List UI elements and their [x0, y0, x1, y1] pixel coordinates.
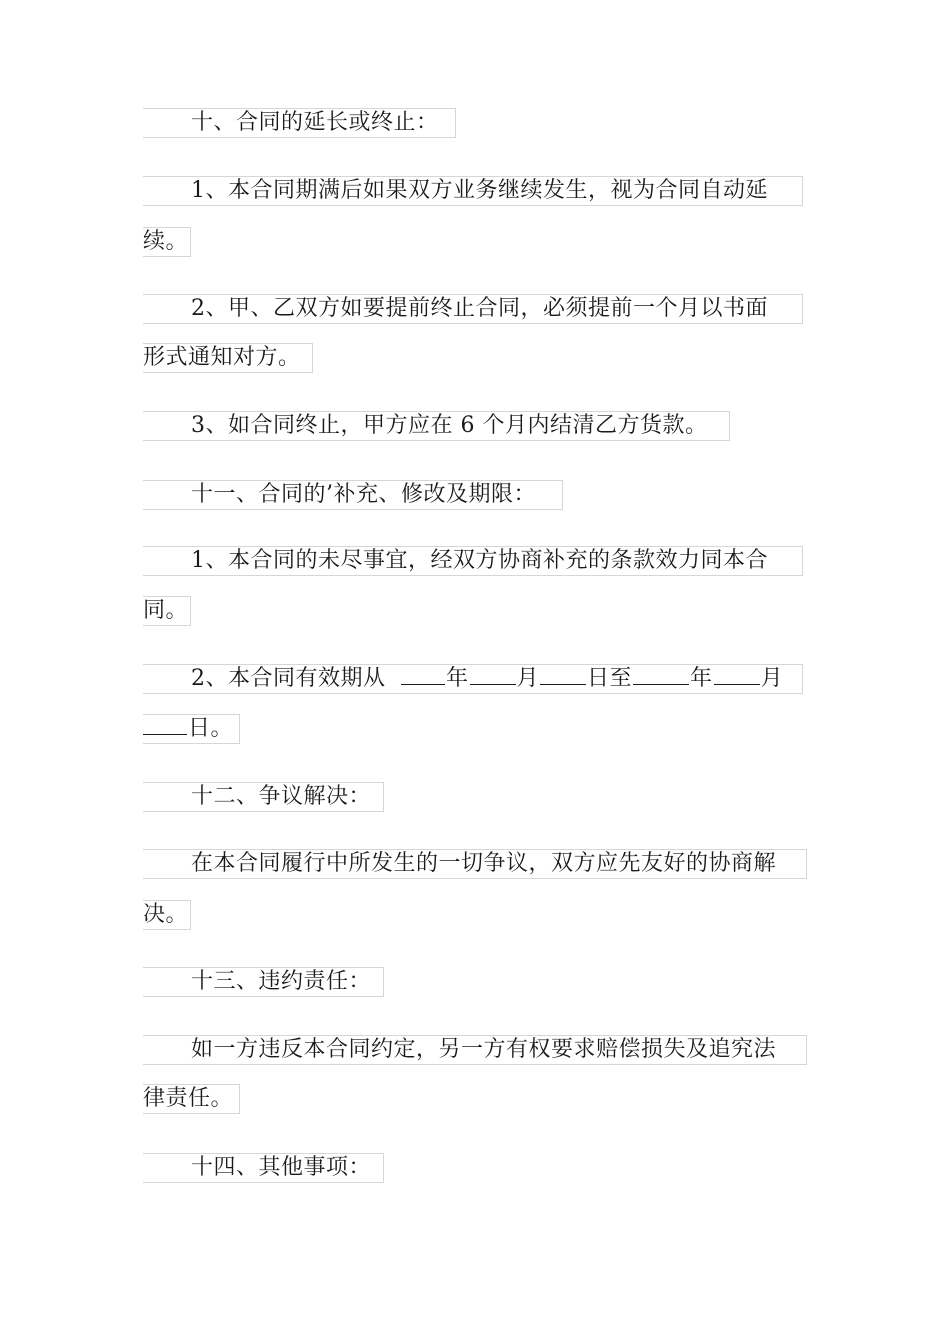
clause-text: 律责任。 — [143, 1086, 234, 1111]
unit-day-to: 日至 — [587, 666, 633, 691]
clause-10-2-line-2 — [143, 343, 313, 373]
clause-text: 1、本合同的未尽事宜，经双方协商补充的条款效力同本合 — [191, 548, 768, 573]
unit-year: 年 — [446, 666, 469, 691]
clause-text: 2、甲、乙双方如要提前终止合同，必须提前一个月以书面 — [191, 296, 768, 321]
section-heading-13 — [143, 967, 384, 997]
heading-text: 十二、争议解决： — [191, 784, 372, 809]
heading-text: 十、合同的延长或终止： — [191, 110, 439, 135]
unit-month: 月 — [516, 666, 540, 691]
unit-day: 日。 — [188, 716, 234, 741]
clause-text: 如一方违反本合同约定，另一方有权要求赔偿损失及追究法 — [191, 1037, 777, 1062]
clause-text: 2、本合同有效期从 — [191, 666, 386, 691]
clause-13-line-1 — [143, 1035, 807, 1065]
heading-text: 十一、合同的’补充、修改及期限： — [191, 482, 536, 507]
clause-11-1-line-2 — [143, 596, 191, 626]
clause-10-2-line-1 — [143, 294, 803, 324]
clause-text: 在本合同履行中所发生的一切争议，双方应先友好的协商解 — [191, 851, 777, 876]
clause-13-line-2 — [143, 1084, 240, 1114]
blank-start-day[interactable] — [540, 664, 586, 685]
clause-text: 形式通知对方。 — [143, 345, 301, 370]
heading-text: 十三、违约责任： — [191, 969, 372, 994]
section-heading-11 — [143, 480, 563, 510]
clause-11-2-line-2 — [143, 714, 240, 744]
section-heading-14 — [143, 1153, 384, 1183]
unit-year: 年 — [690, 666, 713, 691]
clause-11-1-line-1 — [143, 546, 803, 576]
heading-text: 十四、其他事项： — [191, 1155, 372, 1180]
clause-text: 同。 — [143, 598, 189, 623]
unit-month: 月 — [760, 666, 784, 691]
blank-end-month[interactable] — [714, 664, 760, 685]
clause-text: 1、本合同期满后如果双方业务继续发生，视为合同自动延 — [191, 178, 768, 203]
clause-text: 续。 — [143, 229, 189, 254]
clause-text: 决。 — [143, 902, 189, 927]
clause-12-line-1 — [143, 849, 807, 879]
clause-10-1-line-1 — [143, 176, 803, 206]
clause-11-2-line-1 — [143, 664, 803, 694]
blank-end-year[interactable] — [633, 664, 689, 685]
clause-10-1-line-2 — [143, 227, 191, 257]
blank-start-year[interactable] — [401, 664, 445, 685]
blank-end-day[interactable] — [143, 714, 187, 735]
section-heading-12 — [143, 782, 384, 812]
clause-text: 3、如合同终止，甲方应在 6 个月内结清乙方货款。 — [191, 413, 708, 438]
clause-10-3 — [143, 411, 730, 441]
blank-start-month[interactable] — [470, 664, 516, 685]
section-heading-10 — [143, 108, 456, 138]
clause-12-line-2 — [143, 900, 191, 930]
